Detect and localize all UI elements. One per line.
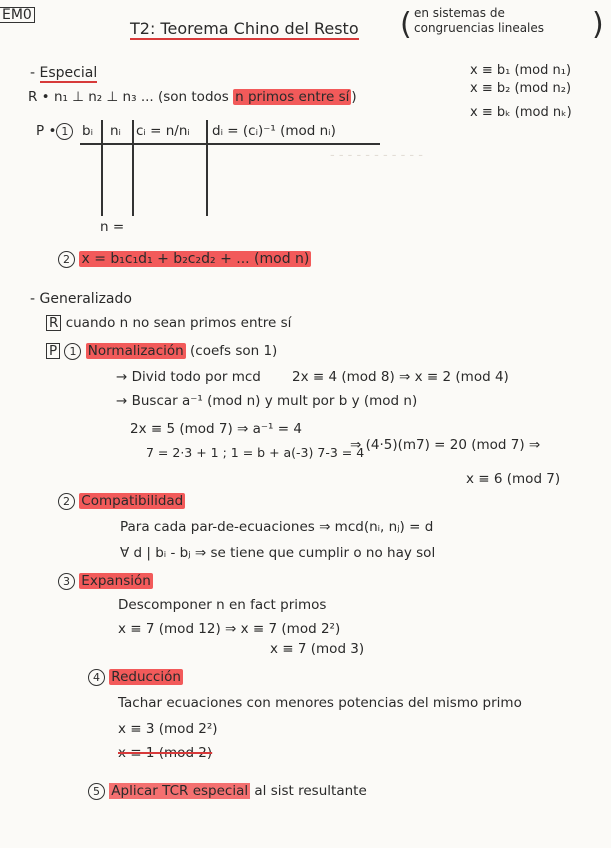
table-n-equals: n = — [100, 219, 125, 235]
gen-step2-line: ∀ d | bᵢ - bⱼ ⇒ se tiene que cumplir o no hay sol — [120, 545, 436, 561]
title-paren-open: ( — [400, 7, 412, 42]
especial-step2: 2 x = b₁c₁d₁ + b₂c₂d₂ + ... (mod n) — [58, 250, 311, 268]
table-col-line — [206, 120, 208, 216]
gen-step3-title: 3 Expansión — [58, 572, 153, 590]
gen-step1-line: ⇒ (4·5)(m7) = 20 (mod 7) ⇒ — [350, 437, 541, 453]
gen-step4-line: x ≡ 3 (mod 2²) — [118, 721, 218, 737]
especial-p-line: P • 1 — [36, 122, 73, 140]
table-col-line — [132, 120, 134, 216]
page-title: T2: Teorema Chino del Resto — [130, 19, 359, 38]
section-generalizado-heading: - Generalizado — [30, 291, 132, 307]
gen-step2-line: Para cada par-de-ecuaciones ⇒ mcd(nᵢ, nⱼ) = d — [120, 519, 434, 535]
table-header-bi: bᵢ — [82, 123, 93, 139]
gen-step1-line: 7 = 2·3 + 1 ; 1 = b + a(-3) 7-3 = 4 — [146, 445, 365, 460]
table-header-di: dᵢ = (cᵢ)⁻¹ (mod nᵢ) — [212, 123, 336, 139]
gen-step1-line: → Divid todo por mcd — [116, 369, 261, 385]
gen-step2-title: 2 Compatibilidad — [58, 492, 185, 510]
gen-step3-line: x ≡ 7 (mod 12) ⇒ x ≡ 7 (mod 2²) — [118, 621, 341, 637]
gen-step1-title: P 1 Normalización (coefs son 1) — [46, 342, 277, 360]
table-header-ni: nᵢ — [110, 123, 121, 139]
section-especial-heading: - Especial — [30, 65, 98, 81]
table-rule — [80, 143, 380, 145]
gen-step1-line: 2x ≡ 4 (mod 8) ⇒ x ≡ 2 (mod 4) — [292, 369, 509, 385]
gen-step3-line: x ≡ 7 (mod 3) — [270, 641, 365, 657]
title-note: en sistemas de congruencias lineales — [414, 6, 545, 35]
gen-step3-line: Descomponer n en fact primos — [118, 597, 327, 613]
page-tag: EM0 — [0, 6, 35, 24]
table-header-ci: cᵢ = n/nᵢ — [136, 123, 190, 139]
especial-r-line: R • n₁ ⊥ n₂ ⊥ n₃ ... (son todos n primos entre sí ) — [28, 89, 357, 105]
gen-step4-title: 4 Reducción — [88, 668, 183, 686]
gen-step5-title: 5 Aplicar TCR especial al sist resultante — [88, 782, 367, 800]
especial-system: x ≡ b₁ (mod n₁) x ≡ b₂ (mod n₂) x ≡ bₖ (mod nₖ) — [470, 63, 572, 120]
table-col-line — [101, 120, 103, 216]
gen-step4-line: Tachar ecuaciones con menores potencias del mismo primo — [118, 695, 522, 711]
bleed-through: - - - - - - - - - - - — [330, 148, 423, 163]
generalizado-r-line: R cuando n no sean primos entre sí — [46, 314, 291, 332]
gen-step1-line: 2x ≡ 5 (mod 7) ⇒ a⁻¹ = 4 — [130, 421, 302, 437]
title-paren-close: ) — [592, 7, 604, 42]
gen-step1-line: x ≡ 6 (mod 7) — [466, 471, 561, 487]
gen-step4-struck-line: x ≡ 1 (mod 2) — [118, 745, 213, 761]
gen-step1-line: → Buscar a⁻¹ (mod n) y mult por b y (mod n) — [116, 393, 418, 409]
